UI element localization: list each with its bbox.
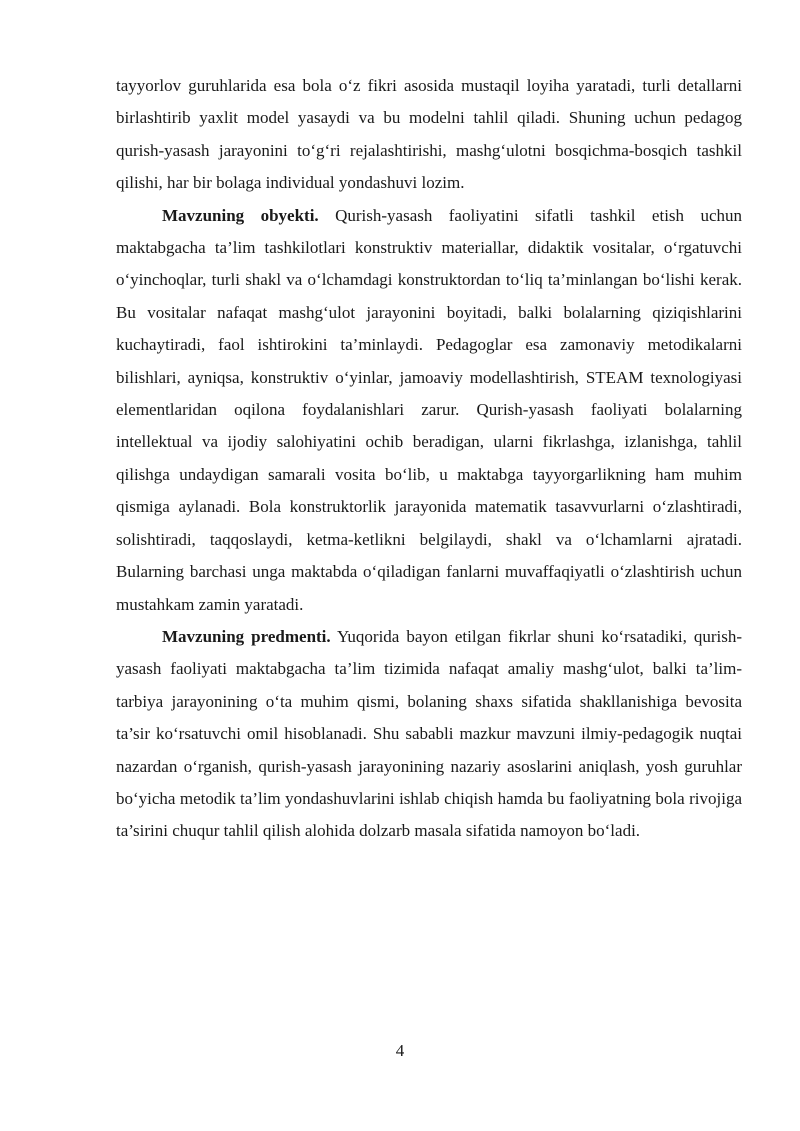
paragraph-text: Yuqorida bayon etilgan fikrlar shuni ko‘rsatadiki, qurish-yasash faoliyati maktabgacha ta’lim tizimida nafaqat amaliy mashg‘ulot, balki ta’lim-tarbiya jarayonining o‘ta muhim qismi, bolaning shaxs sifatida shakllanishiga bevosita ta’sir ko‘rsatuvchi omil hisoblanadi. Shu sababli mazkur mavzuni ilmiy-pedagogik nuqtai nazardan o‘rganish, qurish-yasash jarayonining nazariy asoslarini aniqlash, yosh guruhlar bo‘yicha metodik ta’lim yondashuvlarini ishlab chiqish hamda bu faoliyatning bola rivojiga ta’sirini chuqur tahlil qilish alohida dolzarb masala sifatida namoyon bo‘ladi.: [116, 626, 742, 841]
paragraph-subject: [116, 621, 742, 848]
page-number: 4: [395, 1041, 405, 1060]
paragraph-object: [116, 200, 742, 621]
paragraph-text: tayyorlov guruhlarida esa bola o‘z fikri asosida mustaqil loyiha yaratadi, turli detallarni birlashtirib yaxlit model yasaydi va bu modelni tahlil qiladi. Shuning uchun pedagog qurish-yasash jarayonini to‘g‘ri rejalashtirishi, mashg‘ulotni bosqichma-bosqich tashkil qilishi, har bir bolaga individual yondashuvi lozim.: [116, 76, 742, 193]
paragraph-text: Qurish-yasash faoliyatini sifatli tashkil etish uchun maktabgacha ta’lim tashkilotlari konstruktiv materiallar, didaktik vositalar, o‘rgatuvchi o‘yinchoqlar, turli shakl va o‘lchamdagi konstruktordan to‘liq ta’minlangan bo‘lishi kerak. Bu vositalar nafaqat mashg‘ulot jarayonini boyitadi, balki bolalarning qiziqishlarini kuchaytiradi, faol ishtirokini ta’minlaydi. Pedagoglar esa zamonaviy metodikalarni bilishlari, ayniqsa, konstruktiv o‘yinlar, jamoaviy modellashtirish, STEAM texnologiyasi elementlaridan oqilona foydalanishlari zarur. Qurish-yasash faoliyati bolalarning intellektual va ijodiy salohiyatini ochib beradigan, ularni fikrlashga, izlanishga, tahlil qilishga undaydigan samarali vosita bo‘lib, u maktabga tayyorgarlikning ham muhim qismiga aylanadi. Bola konstruktorlik jarayonida matematik tasavvurlarni o‘zlashtiradi, solishtiradi, taqqoslaydi, ketma-ketlikni belgilaydi, shakl va o‘lchamlarni ajratadi. Bularning barchasi unga maktabda o‘qiladigan fanlarni muvaffaqiyatli o‘zlashtirish uchun mustahkam zamin yaratadi.: [116, 205, 742, 614]
document-page: [116, 70, 742, 848]
paragraph-continuation: [116, 70, 742, 200]
paragraph-heading: Mavzuning predmenti.: [162, 626, 331, 646]
paragraph-heading: Mavzuning obyekti.: [162, 205, 319, 225]
